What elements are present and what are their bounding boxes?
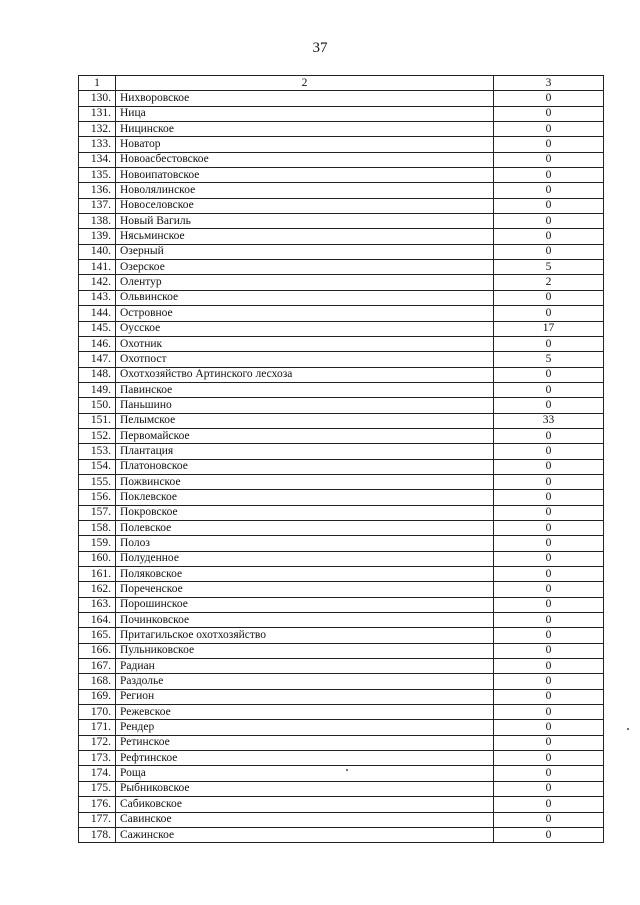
row-name: Покровское [116,505,494,520]
row-name: Режевское [116,705,494,720]
row-name: Паньшино [116,398,494,413]
row-value: 0 [494,659,604,674]
row-value: 0 [494,398,604,413]
row-number: 151. [79,413,116,428]
table-row [79,275,604,290]
table-row [79,306,604,321]
table-row [79,244,604,259]
row-number: 150. [79,398,116,413]
row-name: Ольвинское [116,290,494,305]
row-number: 168. [79,674,116,689]
table-row [79,567,604,582]
row-name: Новоипатовское [116,168,494,183]
row-number: 158. [79,520,116,535]
table-row [79,428,604,443]
table-row [79,613,604,628]
row-name: Сабиковское [116,797,494,812]
row-number: 131. [79,106,116,121]
table-row [79,582,604,597]
table-row [79,597,604,612]
row-name: Поляковское [116,567,494,582]
row-number: 172. [79,735,116,750]
row-name: Нясьминское [116,229,494,244]
row-value: 0 [494,643,604,658]
row-name: Порошинское [116,597,494,612]
row-name: Пульниковское [116,643,494,658]
row-number: 164. [79,613,116,628]
row-value: 0 [494,490,604,505]
row-value: 0 [494,597,604,612]
row-value: 0 [494,428,604,443]
row-number: 177. [79,812,116,827]
row-number: 156. [79,490,116,505]
row-number: 141. [79,260,116,275]
row-value: 0 [494,382,604,397]
scan-speck [346,769,348,771]
row-value: 2 [494,275,604,290]
table-row [79,260,604,275]
table-row [79,781,604,796]
row-number: 137. [79,198,116,213]
row-name: Рыбниковское [116,781,494,796]
row-name: Радиан [116,659,494,674]
row-name: Роща [116,766,494,781]
row-value: 0 [494,367,604,382]
row-number: 136. [79,183,116,198]
row-name: Полоз [116,536,494,551]
row-number: 130. [79,91,116,106]
row-number: 160. [79,551,116,566]
row-number: 133. [79,137,116,152]
row-value: 0 [494,198,604,213]
row-number: 145. [79,321,116,336]
row-name: Новоселовское [116,198,494,213]
row-name: Рефтинское [116,751,494,766]
row-name: Новолялинское [116,183,494,198]
row-name: Рендер [116,720,494,735]
row-value: 0 [494,720,604,735]
table-row [79,352,604,367]
table-row [79,106,604,121]
table-row [79,290,604,305]
row-number: 152. [79,428,116,443]
table-row [79,705,604,720]
row-value: 0 [494,628,604,643]
table-row [79,168,604,183]
row-value: 0 [494,214,604,229]
row-number: 176. [79,797,116,812]
row-name: Новатор [116,137,494,152]
row-number: 170. [79,705,116,720]
row-value: 0 [494,551,604,566]
row-name: Озерный [116,244,494,259]
table-row [79,490,604,505]
table-row [79,536,604,551]
row-name: Новоасбестовское [116,152,494,167]
row-number: 134. [79,152,116,167]
row-name: Сажинское [116,827,494,842]
row-value: 0 [494,567,604,582]
row-value: 33 [494,413,604,428]
table-row [79,214,604,229]
table-row [79,122,604,137]
row-name: Пожвинское [116,474,494,489]
table-row [79,382,604,397]
row-number: 161. [79,567,116,582]
row-name: Озерское [116,260,494,275]
table-row [79,398,604,413]
row-value: 0 [494,459,604,474]
row-number: 142. [79,275,116,290]
row-name: Охотхозяйство Артинского лесхоза [116,367,494,382]
row-value: 0 [494,520,604,535]
table-row [79,444,604,459]
row-value: 0 [494,536,604,551]
row-number: 165. [79,628,116,643]
table-row [79,336,604,351]
table-row [79,520,604,535]
row-name: Островное [116,306,494,321]
row-value: 0 [494,689,604,704]
row-number: 144. [79,306,116,321]
row-name: Новый Вагиль [116,214,494,229]
row-name: Регион [116,689,494,704]
row-value: 5 [494,352,604,367]
row-number: 149. [79,382,116,397]
table-row [79,812,604,827]
row-value: 0 [494,505,604,520]
row-value: 0 [494,781,604,796]
row-name: Платоновское [116,459,494,474]
row-number: 154. [79,459,116,474]
table-row [79,827,604,842]
table-row [79,643,604,658]
row-number: 147. [79,352,116,367]
table-row [79,720,604,735]
row-value: 0 [494,168,604,183]
row-value: 0 [494,244,604,259]
table-row [79,689,604,704]
header-col-3: 3 [494,76,604,91]
table-row [79,198,604,213]
row-value: 0 [494,812,604,827]
row-name: Первомайское [116,428,494,443]
row-value: 0 [494,797,604,812]
row-value: 0 [494,91,604,106]
table-row [79,735,604,750]
row-value: 0 [494,705,604,720]
row-name: Ницинское [116,122,494,137]
row-number: 155. [79,474,116,489]
row-name: Павинское [116,382,494,397]
row-name: Оусское [116,321,494,336]
page-number: 37 [312,40,328,56]
row-name: Пелымское [116,413,494,428]
row-number: 140. [79,244,116,259]
row-number: 173. [79,751,116,766]
row-number: 146. [79,336,116,351]
row-number: 139. [79,229,116,244]
table-row [79,459,604,474]
row-name: Охотник [116,336,494,351]
row-value: 0 [494,827,604,842]
scan-speck [627,728,629,730]
row-name: Ница [116,106,494,121]
row-number: 153. [79,444,116,459]
table-row [79,797,604,812]
row-name: Пореченское [116,582,494,597]
table-row [79,551,604,566]
row-number: 132. [79,122,116,137]
row-value: 0 [494,613,604,628]
row-name: Полевское [116,520,494,535]
row-name: Поклевское [116,490,494,505]
table-row [79,474,604,489]
row-number: 169. [79,689,116,704]
row-number: 178. [79,827,116,842]
row-value: 0 [494,106,604,121]
header-col-2: 2 [116,76,494,91]
row-name: Притагильское охотхозяйство [116,628,494,643]
table-row [79,229,604,244]
row-value: 17 [494,321,604,336]
header-col-1: 1 [79,76,116,91]
row-number: 167. [79,659,116,674]
row-number: 174. [79,766,116,781]
table-row [79,751,604,766]
row-value: 5 [494,260,604,275]
table-row [79,183,604,198]
row-value: 0 [494,183,604,198]
row-number: 163. [79,597,116,612]
row-number: 175. [79,781,116,796]
row-number: 143. [79,290,116,305]
row-number: 135. [79,168,116,183]
row-name: Охотпост [116,352,494,367]
row-number: 148. [79,367,116,382]
row-name: Олентур [116,275,494,290]
table-header-row [79,76,604,91]
row-value: 0 [494,474,604,489]
row-name: Нихворовское [116,91,494,106]
data-table [78,75,604,843]
table-row [79,321,604,336]
table-row [79,628,604,643]
row-value: 0 [494,122,604,137]
row-value: 0 [494,735,604,750]
row-value: 0 [494,444,604,459]
table-row [79,137,604,152]
table-row [79,766,604,781]
row-value: 0 [494,336,604,351]
row-name: Плантация [116,444,494,459]
table-row [79,367,604,382]
row-name: Полуденное [116,551,494,566]
row-value: 0 [494,674,604,689]
row-value: 0 [494,290,604,305]
table-row [79,91,604,106]
row-value: 0 [494,766,604,781]
row-number: 138. [79,214,116,229]
row-name: Починковское [116,613,494,628]
table-row [79,413,604,428]
row-number: 159. [79,536,116,551]
row-value: 0 [494,229,604,244]
row-value: 0 [494,582,604,597]
row-number: 157. [79,505,116,520]
row-name: Ретинское [116,735,494,750]
row-value: 0 [494,751,604,766]
row-value: 0 [494,306,604,321]
row-value: 0 [494,137,604,152]
row-number: 171. [79,720,116,735]
table-row [79,505,604,520]
row-value: 0 [494,152,604,167]
table-row [79,674,604,689]
table-row [79,152,604,167]
row-name: Савинское [116,812,494,827]
row-number: 166. [79,643,116,658]
row-number: 162. [79,582,116,597]
row-name: Раздолье [116,674,494,689]
table-row [79,659,604,674]
